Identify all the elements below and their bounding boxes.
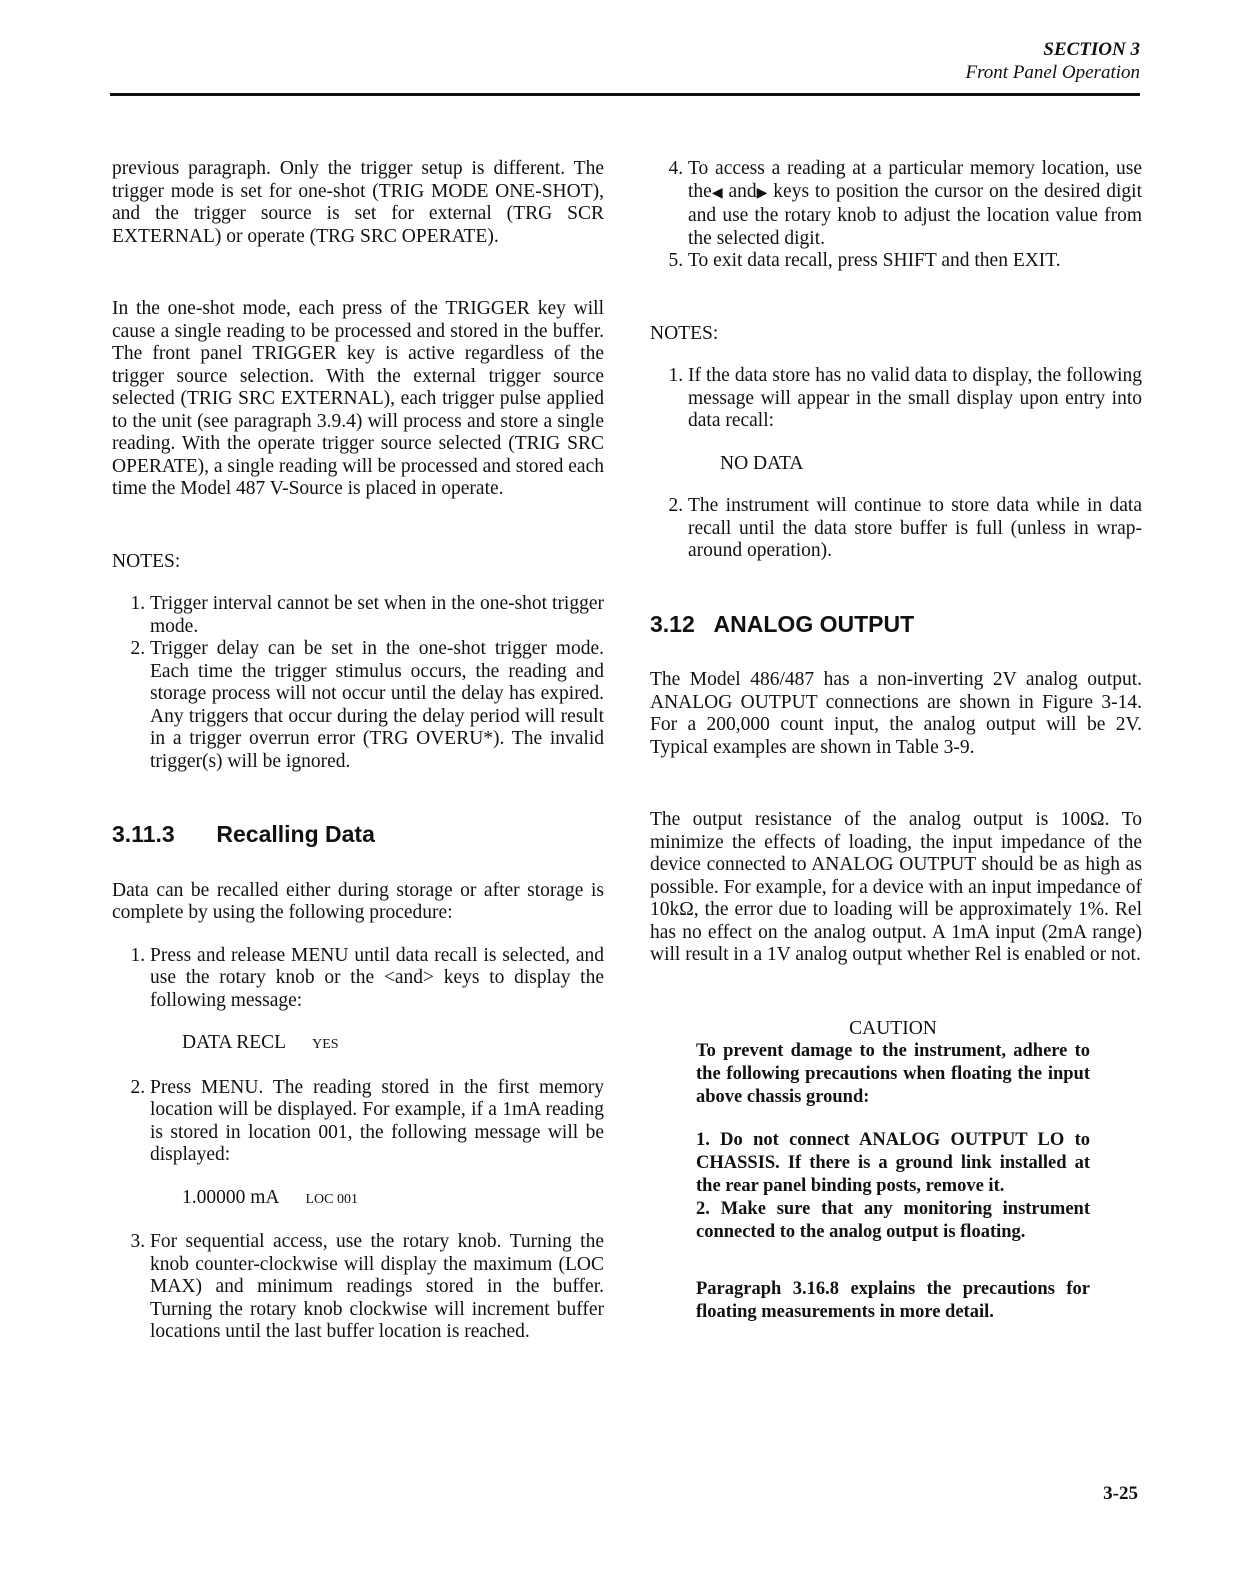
display-main: 1.00000 mA	[182, 1186, 280, 1208]
display-message-reading	[182, 1187, 604, 1212]
recall-steps-list-3	[112, 1231, 604, 1344]
list-item: 1. If the data store has no valid data to display, the following message will appear in the small display upon entry into data recall:	[688, 365, 1142, 433]
caution-paragraph: Paragraph 3.16.8 explains the precautions for floating measurements in more detail.	[696, 1278, 1090, 1322]
right-column	[650, 158, 1142, 1324]
caution-item-2: 2. Make sure that any monitoring instrument connected to the analog output is floating.	[696, 1198, 1090, 1242]
recall-intro: Data can be recalled either during storage or after storage is complete by using the following procedure:	[112, 879, 604, 923]
list-item: 5. To exit data recall, press SHIFT and then EXIT.	[688, 250, 1142, 273]
left-arrow-key-icon: ◀	[711, 185, 723, 201]
caution-intro: To prevent damage to the instrument, adhere to the following precautions when floating the input above chassis ground:	[696, 1040, 1090, 1107]
analog-paragraph-1: The Model 486/487 has a non-inverting 2V analog output. ANALOG OUTPUT connections are shown in Figure 3-14. For a 200,000 count input, the analog output will be 2V. Typical examples are shown in Table 3-9.	[650, 669, 1142, 758]
section-title: ANALOG OUTPUT	[713, 610, 915, 637]
recall-steps-list	[112, 945, 604, 1013]
display-message-no-data: NO DATA	[720, 452, 804, 474]
list-item: 1. Press and release MENU until data recall is selected, and use the rotary knob or the <and> keys to display the following message:	[150, 945, 604, 1013]
section-label: SECTION 3	[1043, 39, 1140, 60]
list-item: 2. Trigger delay can be set in the one-shot trigger mode. Each time the trigger stimulus occurs, the reading and storage process will not occur until the delay has expired. Any triggers that occur during the delay period will result in a trigger overrun error (TRG OVERU*). The invalid trigger(s) will be ignored.	[150, 638, 604, 773]
list-item: 1. Trigger interval cannot be set when in the one-shot trigger mode.	[150, 593, 604, 638]
recall-notes-list	[650, 365, 1142, 433]
trigger-notes-list	[112, 593, 604, 773]
header-rule	[110, 93, 1140, 96]
caution-title: CAUTION	[849, 1017, 937, 1039]
section-title: Recalling Data	[216, 821, 375, 847]
paragraph-one-shot: In the one-shot mode, each press of the TRIGGER key will cause a single reading to be processed and stored in the buffer. The front panel TRIGGER key is active regardless of the trigger source selection. With the external trigger source selected (TRIG SRC EXTERNAL), each trigger pulse applied to the unit (see paragraph 3.9.4) will process and store a single reading. With the operate trigger source selected (TRIG SRC OPERATE), a single reading will be processed and stored each time the Model 487 V-Source is placed in operate.	[112, 298, 604, 499]
section-number: 3.11.3	[112, 821, 175, 847]
list-item	[688, 158, 1142, 250]
section-subtitle: Front Panel Operation	[965, 62, 1140, 83]
page-number: 3-25	[1103, 1483, 1138, 1504]
section-heading-3-12	[650, 610, 1142, 637]
recall-steps-list-2	[112, 1077, 604, 1167]
paragraph-continued: previous paragraph. Only the trigger setup is different. The trigger mode is set for one-shot (TRIG MODE ONE-SHOT), and the trigger source is set for external (TRG SCR EXTERNAL) or operate (TRG SRC OPERATE).	[112, 158, 604, 247]
section-number: 3.12	[650, 610, 695, 637]
caution-box	[696, 1017, 1090, 1324]
step4-text-post: keys to position the cursor on the desired digit and use the rotary knob to adjust the location value from the selected digit.	[688, 180, 1142, 249]
list-item: 2. The instrument will continue to store data while in data recall until the data store buffer is full (unless in wrap-around operation).	[688, 495, 1142, 563]
right-arrow-key-icon: ▶	[756, 185, 768, 201]
section-heading-3-11-3	[112, 823, 604, 846]
list-item: 2. Press MENU. The reading stored in the first memory location will be displayed. For example, if a 1mA reading is stored in location 001, the following message will be displayed:	[150, 1077, 604, 1167]
list-item: 3. For sequential access, use the rotary knob. Turning the knob counter-clockwise will display the maximum (LOC MAX) and minimum readings stored in the buffer. Turning the rotary knob clockwise will increment buffer locations until the last buffer location is reached.	[150, 1231, 604, 1344]
step4-text-and: and	[728, 180, 757, 202]
notes-label: NOTES:	[112, 550, 181, 572]
display-small: YES	[312, 1037, 339, 1052]
step4-text-pre: To access a reading at a particular memory location, use the	[688, 158, 1142, 202]
left-column	[112, 158, 604, 1344]
display-main: DATA RECL	[182, 1032, 287, 1053]
analog-paragraph-2: The output resistance of the analog output is 100Ω. To minimize the effects of loading, the input impedance of the device connected to ANALOG OUTPUT should be as high as possible. For example, for a device with an input impedance of 10kΩ, the error due to loading will be approximately 1%. Rel has no effect on the analog output. A 1mA input (2mA range) will result in a 1V analog output whether Rel is enabled or not.	[650, 809, 1142, 965]
recall-steps-list-4	[650, 158, 1142, 273]
display-message-data-recl	[182, 1032, 604, 1057]
notes-label: NOTES:	[650, 322, 719, 344]
running-header	[966, 38, 1141, 84]
caution-item-1: 1. Do not connect ANALOG OUTPUT LO to CHASSIS. If there is a ground link installed at the rear panel binding posts, remove it.	[696, 1129, 1090, 1196]
display-small: LOC 001	[305, 1191, 358, 1207]
recall-notes-list-2	[650, 495, 1142, 563]
